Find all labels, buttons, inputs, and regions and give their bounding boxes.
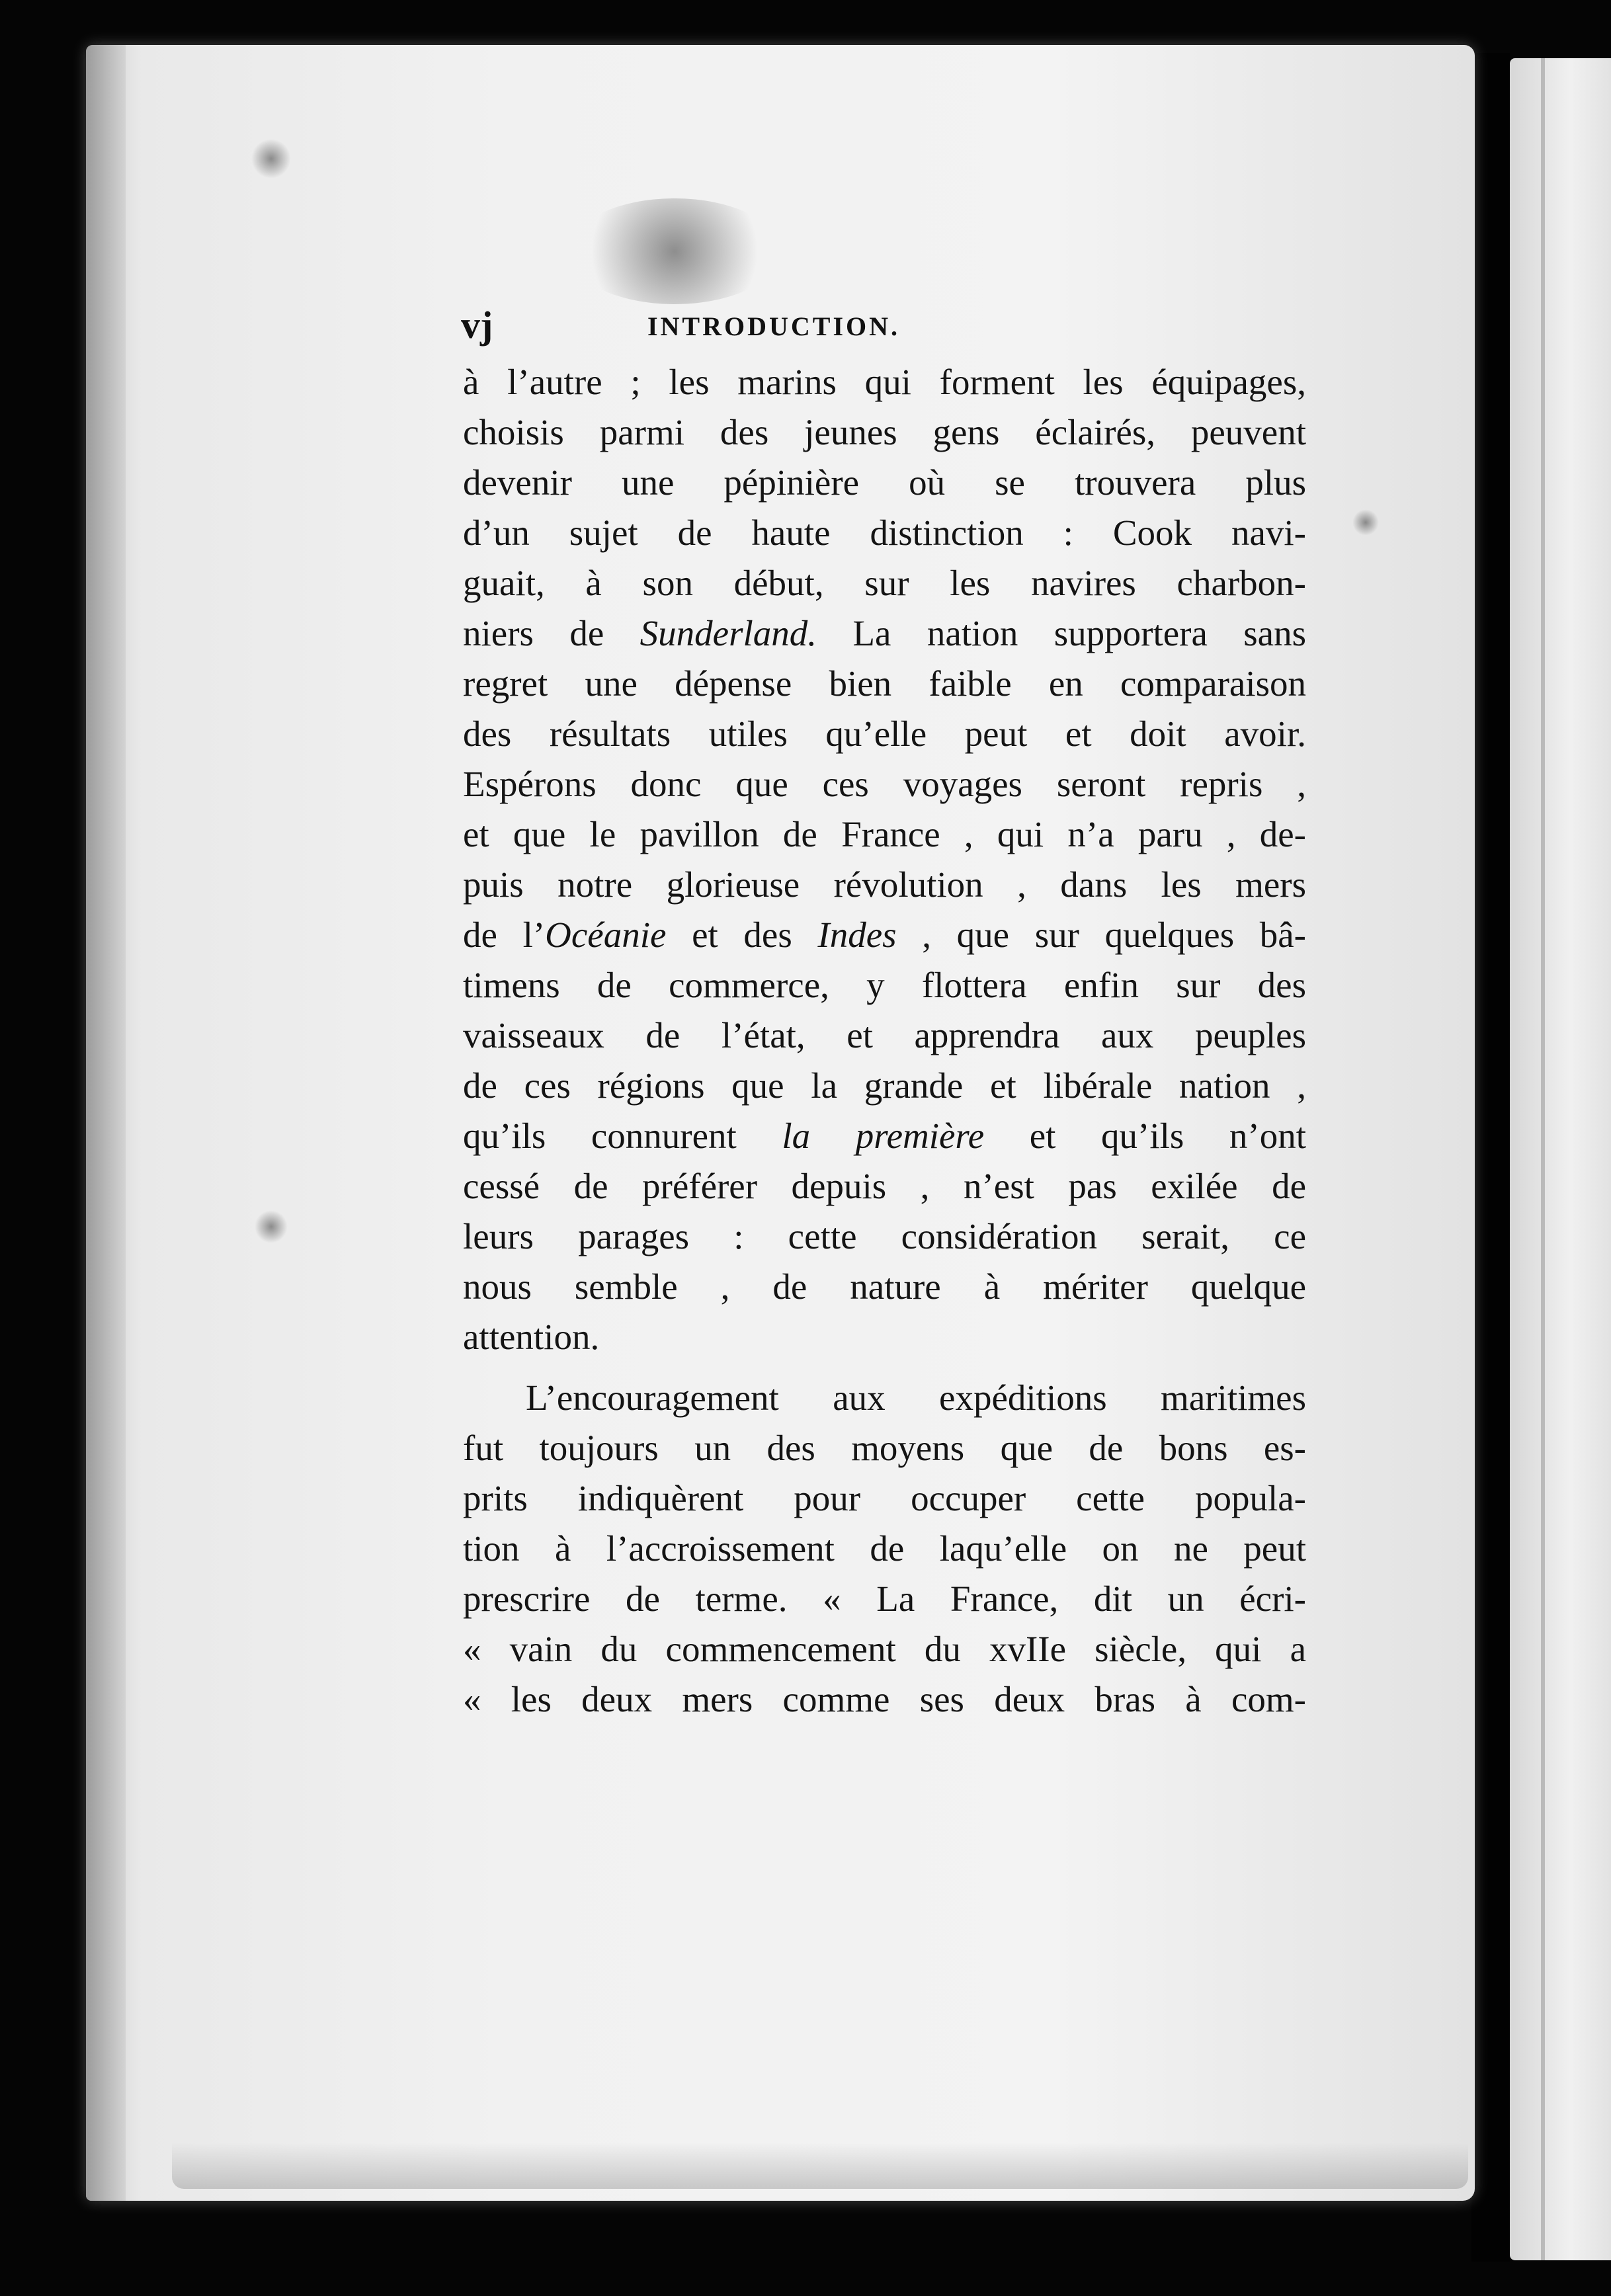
text-run: attention. bbox=[463, 1317, 600, 1357]
paragraph bbox=[463, 357, 1306, 1362]
text-run: et que le pavillon de France , qui n’a paru , de- bbox=[463, 814, 1306, 854]
text-line bbox=[463, 608, 1306, 659]
text-line bbox=[463, 1473, 1306, 1524]
text-run: guait, à son début, sur les navires charbon- bbox=[463, 563, 1306, 603]
text-run: L’encouragement aux expéditions maritimes bbox=[526, 1377, 1306, 1418]
text-run: de ces régions que la grande et libérale nation , bbox=[463, 1065, 1306, 1106]
text-line bbox=[463, 1262, 1306, 1312]
text-run: prits indiquèrent pour occuper cette popula- bbox=[463, 1478, 1306, 1518]
text-line bbox=[463, 1674, 1306, 1725]
text-run: « les deux mers comme ses deux bras à com- bbox=[463, 1679, 1306, 1719]
text-line bbox=[463, 1211, 1306, 1262]
ink-smudge bbox=[569, 198, 780, 304]
text-line bbox=[463, 407, 1306, 458]
paragraph-gap bbox=[463, 1362, 1306, 1373]
text-run: choisis parmi des jeunes gens éclairés, peuvent bbox=[463, 412, 1306, 452]
body-text bbox=[463, 357, 1306, 1725]
text-run: de l’ bbox=[463, 915, 546, 955]
text-line bbox=[463, 1524, 1306, 1574]
text-line bbox=[463, 1423, 1306, 1473]
text-line bbox=[463, 1312, 1306, 1362]
text-line bbox=[463, 1010, 1306, 1061]
text-run: , que sur quelques bâ- bbox=[896, 915, 1306, 955]
text-line bbox=[463, 809, 1306, 860]
text-run: des résultats utiles qu’elle peut et doit avoir. bbox=[463, 714, 1306, 754]
italic-text: la première bbox=[782, 1116, 985, 1156]
text-run: tion à l’accroissement de laqu’elle on ne peut bbox=[463, 1528, 1306, 1569]
text-line bbox=[463, 508, 1306, 558]
ink-smudge bbox=[1352, 509, 1379, 536]
text-run: La nation supportera sans bbox=[817, 613, 1307, 653]
text-run: qu’ils connurent bbox=[463, 1116, 782, 1156]
text-line bbox=[463, 1111, 1306, 1161]
text-run: d’un sujet de haute distinction : Cook navi- bbox=[463, 512, 1306, 553]
text-run: nous semble , de nature à mériter quelque bbox=[463, 1266, 1306, 1307]
text-line bbox=[463, 659, 1306, 709]
text-run: devenir une pépinière où se trouvera plus bbox=[463, 462, 1306, 503]
running-head: INTRODUCTION. bbox=[647, 311, 901, 341]
book-gutter bbox=[1471, 53, 1510, 2262]
page-bottom-shadow bbox=[172, 2143, 1468, 2189]
text-line bbox=[463, 1373, 1306, 1423]
text-run: et des bbox=[666, 915, 818, 955]
text-run: puis notre glorieuse révolution , dans les mers bbox=[463, 864, 1306, 905]
italic-text: Sunderland. bbox=[640, 613, 817, 653]
text-run: cessé de préférer depuis , n’est pas exilée de bbox=[463, 1166, 1306, 1206]
facing-page-crease bbox=[1541, 58, 1545, 2260]
paragraph bbox=[463, 1373, 1306, 1725]
text-line bbox=[463, 960, 1306, 1010]
text-run: leurs parages : cette considération serait, ce bbox=[463, 1216, 1306, 1256]
text-line bbox=[463, 1161, 1306, 1211]
ink-smudge bbox=[251, 139, 291, 179]
text-line bbox=[463, 860, 1306, 910]
text-line bbox=[463, 357, 1306, 407]
italic-text: Indes bbox=[817, 915, 897, 955]
text-run: fut toujours un des moyens que de bons es- bbox=[463, 1428, 1306, 1468]
text-line bbox=[463, 1624, 1306, 1674]
text-run: et qu’ils n’ont bbox=[984, 1116, 1306, 1156]
text-line bbox=[463, 458, 1306, 508]
text-line bbox=[463, 709, 1306, 759]
text-line bbox=[463, 558, 1306, 608]
text-run: Espérons donc que ces voyages seront repris , bbox=[463, 764, 1306, 804]
text-line bbox=[463, 1574, 1306, 1624]
text-run: « vain du commencement du xvIIe siècle, qui a bbox=[463, 1629, 1306, 1669]
facing-page-edge bbox=[1510, 58, 1611, 2260]
text-run: vaisseaux de l’état, et apprendra aux peuples bbox=[463, 1015, 1306, 1055]
page-number: vj bbox=[461, 304, 493, 347]
text-line bbox=[463, 910, 1306, 960]
text-line bbox=[463, 759, 1306, 809]
text-run: regret une dépense bien faible en comparaison bbox=[463, 663, 1306, 704]
text-run: niers de bbox=[463, 613, 640, 653]
text-run: à l’autre ; les marins qui forment les équipages, bbox=[463, 362, 1306, 402]
italic-text: Océanie bbox=[545, 915, 667, 955]
ink-smudge bbox=[255, 1210, 288, 1243]
text-line bbox=[463, 1061, 1306, 1111]
page-left-edge bbox=[86, 45, 126, 2201]
text-run: prescrire de terme. « La France, dit un écri- bbox=[463, 1578, 1306, 1619]
text-run: timens de commerce, y flottera enfin sur des bbox=[463, 965, 1306, 1005]
